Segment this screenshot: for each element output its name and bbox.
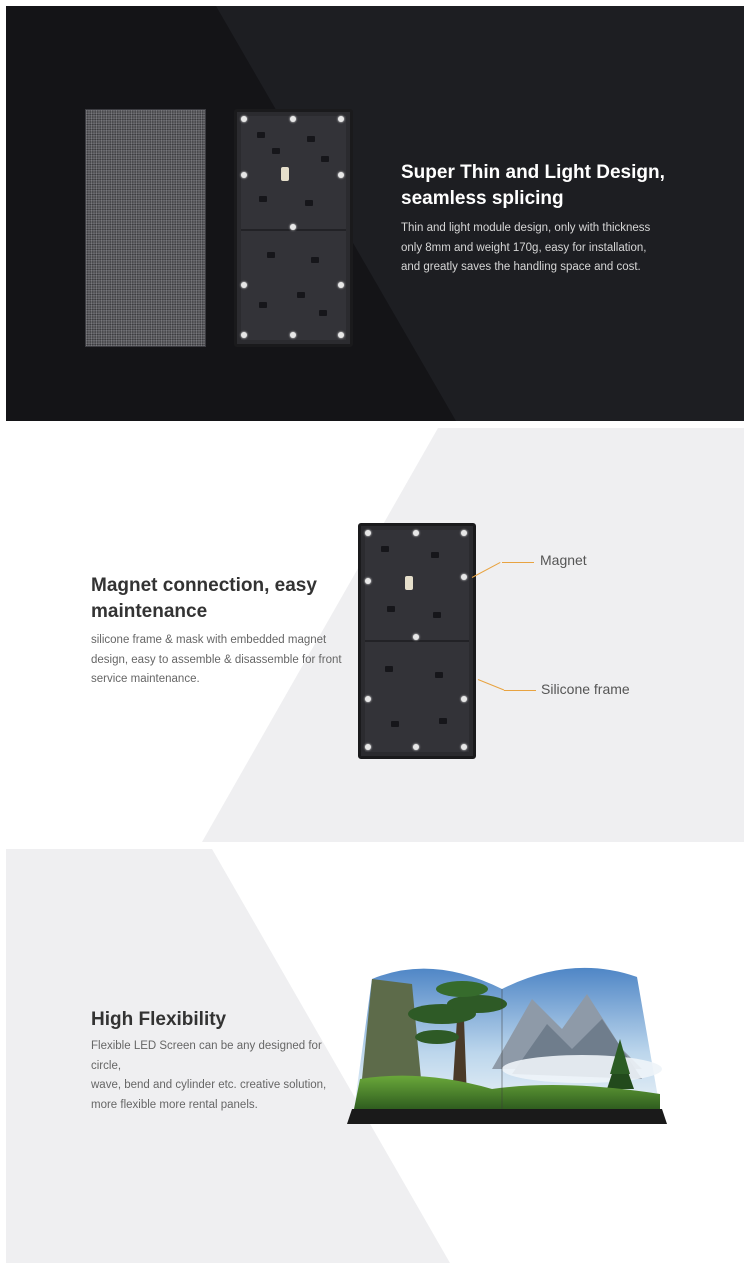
magnet-dot bbox=[461, 574, 467, 580]
callout-silicone-frame: Silicone frame bbox=[541, 681, 630, 697]
module-sticker bbox=[405, 576, 413, 590]
magnet-dot bbox=[241, 172, 247, 178]
chip bbox=[439, 718, 447, 724]
desc-line: more flexible more rental panels. bbox=[91, 1098, 258, 1111]
chip bbox=[311, 257, 319, 263]
section-description bbox=[91, 631, 351, 690]
magnet-dot bbox=[338, 172, 344, 178]
chip bbox=[259, 196, 267, 202]
desc-line: Flexible LED Screen can be any designed for circle, bbox=[91, 1040, 322, 1072]
chip bbox=[391, 721, 399, 727]
magnet-dot bbox=[461, 530, 467, 536]
chip bbox=[305, 200, 313, 206]
magnet-dot bbox=[365, 578, 371, 584]
title-line: Super Thin and Light Design, bbox=[401, 162, 665, 183]
magnet-dot bbox=[241, 282, 247, 288]
desc-line: wave, bend and cylinder etc. creative solution, bbox=[91, 1079, 327, 1091]
magnet-dot bbox=[241, 116, 247, 122]
title-line: Magnet connection, easy bbox=[91, 575, 317, 596]
magnet-dot bbox=[241, 332, 247, 338]
magnet-dot bbox=[413, 744, 419, 750]
section-description bbox=[91, 1037, 351, 1115]
chip bbox=[272, 148, 280, 154]
desc-line: and greatly saves the handling space and cost. bbox=[401, 261, 641, 273]
section-high-flexibility bbox=[6, 849, 744, 1263]
chip bbox=[381, 546, 389, 552]
callout-line bbox=[502, 562, 534, 563]
callout-magnet: Magnet bbox=[540, 552, 587, 568]
module-sticker bbox=[281, 167, 289, 181]
title-line: maintenance bbox=[91, 601, 208, 622]
magnet-dot bbox=[461, 696, 467, 702]
chip bbox=[307, 136, 315, 142]
section-title bbox=[91, 573, 351, 625]
chip bbox=[387, 606, 395, 612]
section-magnet-connection bbox=[6, 428, 744, 842]
title-line: seamless splicing bbox=[401, 188, 564, 209]
chip bbox=[431, 552, 439, 558]
desc-line: design, easy to assemble & disassemble for front bbox=[91, 653, 342, 666]
section-title: High Flexibility bbox=[91, 1009, 227, 1030]
callout-line bbox=[504, 690, 536, 691]
magnet-dot bbox=[338, 282, 344, 288]
magnet-dot bbox=[413, 530, 419, 536]
section-thin-light bbox=[6, 6, 744, 421]
magnet-dot bbox=[338, 332, 344, 338]
chip bbox=[319, 310, 327, 316]
desc-line: Thin and light module design, only with thickness bbox=[401, 222, 651, 234]
chip bbox=[297, 292, 305, 298]
magnet-dot bbox=[290, 332, 296, 338]
magnet-dot bbox=[365, 530, 371, 536]
chip bbox=[321, 156, 329, 162]
chip bbox=[267, 252, 275, 258]
flexible-led-book-image bbox=[342, 959, 672, 1139]
chip bbox=[435, 672, 443, 678]
module-back-image bbox=[234, 109, 353, 347]
module-front-image bbox=[86, 110, 205, 346]
magnet-dot bbox=[338, 116, 344, 122]
section-title bbox=[401, 160, 701, 212]
magnet-dot bbox=[365, 696, 371, 702]
magnet-dot bbox=[290, 224, 296, 230]
chip bbox=[385, 666, 393, 672]
magnet-dot bbox=[461, 744, 467, 750]
desc-line: silicone frame & mask with embedded magnet bbox=[91, 634, 327, 646]
module-seam bbox=[365, 640, 469, 642]
chip bbox=[259, 302, 267, 308]
magnet-dot bbox=[365, 744, 371, 750]
magnet-dot bbox=[290, 116, 296, 122]
chip bbox=[433, 612, 441, 618]
module-back-image bbox=[358, 523, 476, 759]
magnet-dot bbox=[413, 634, 419, 640]
chip bbox=[257, 132, 265, 138]
section-description bbox=[401, 219, 691, 278]
desc-line: service maintenance. bbox=[91, 673, 200, 685]
desc-line: only 8mm and weight 170g, easy for installation, bbox=[401, 241, 647, 254]
